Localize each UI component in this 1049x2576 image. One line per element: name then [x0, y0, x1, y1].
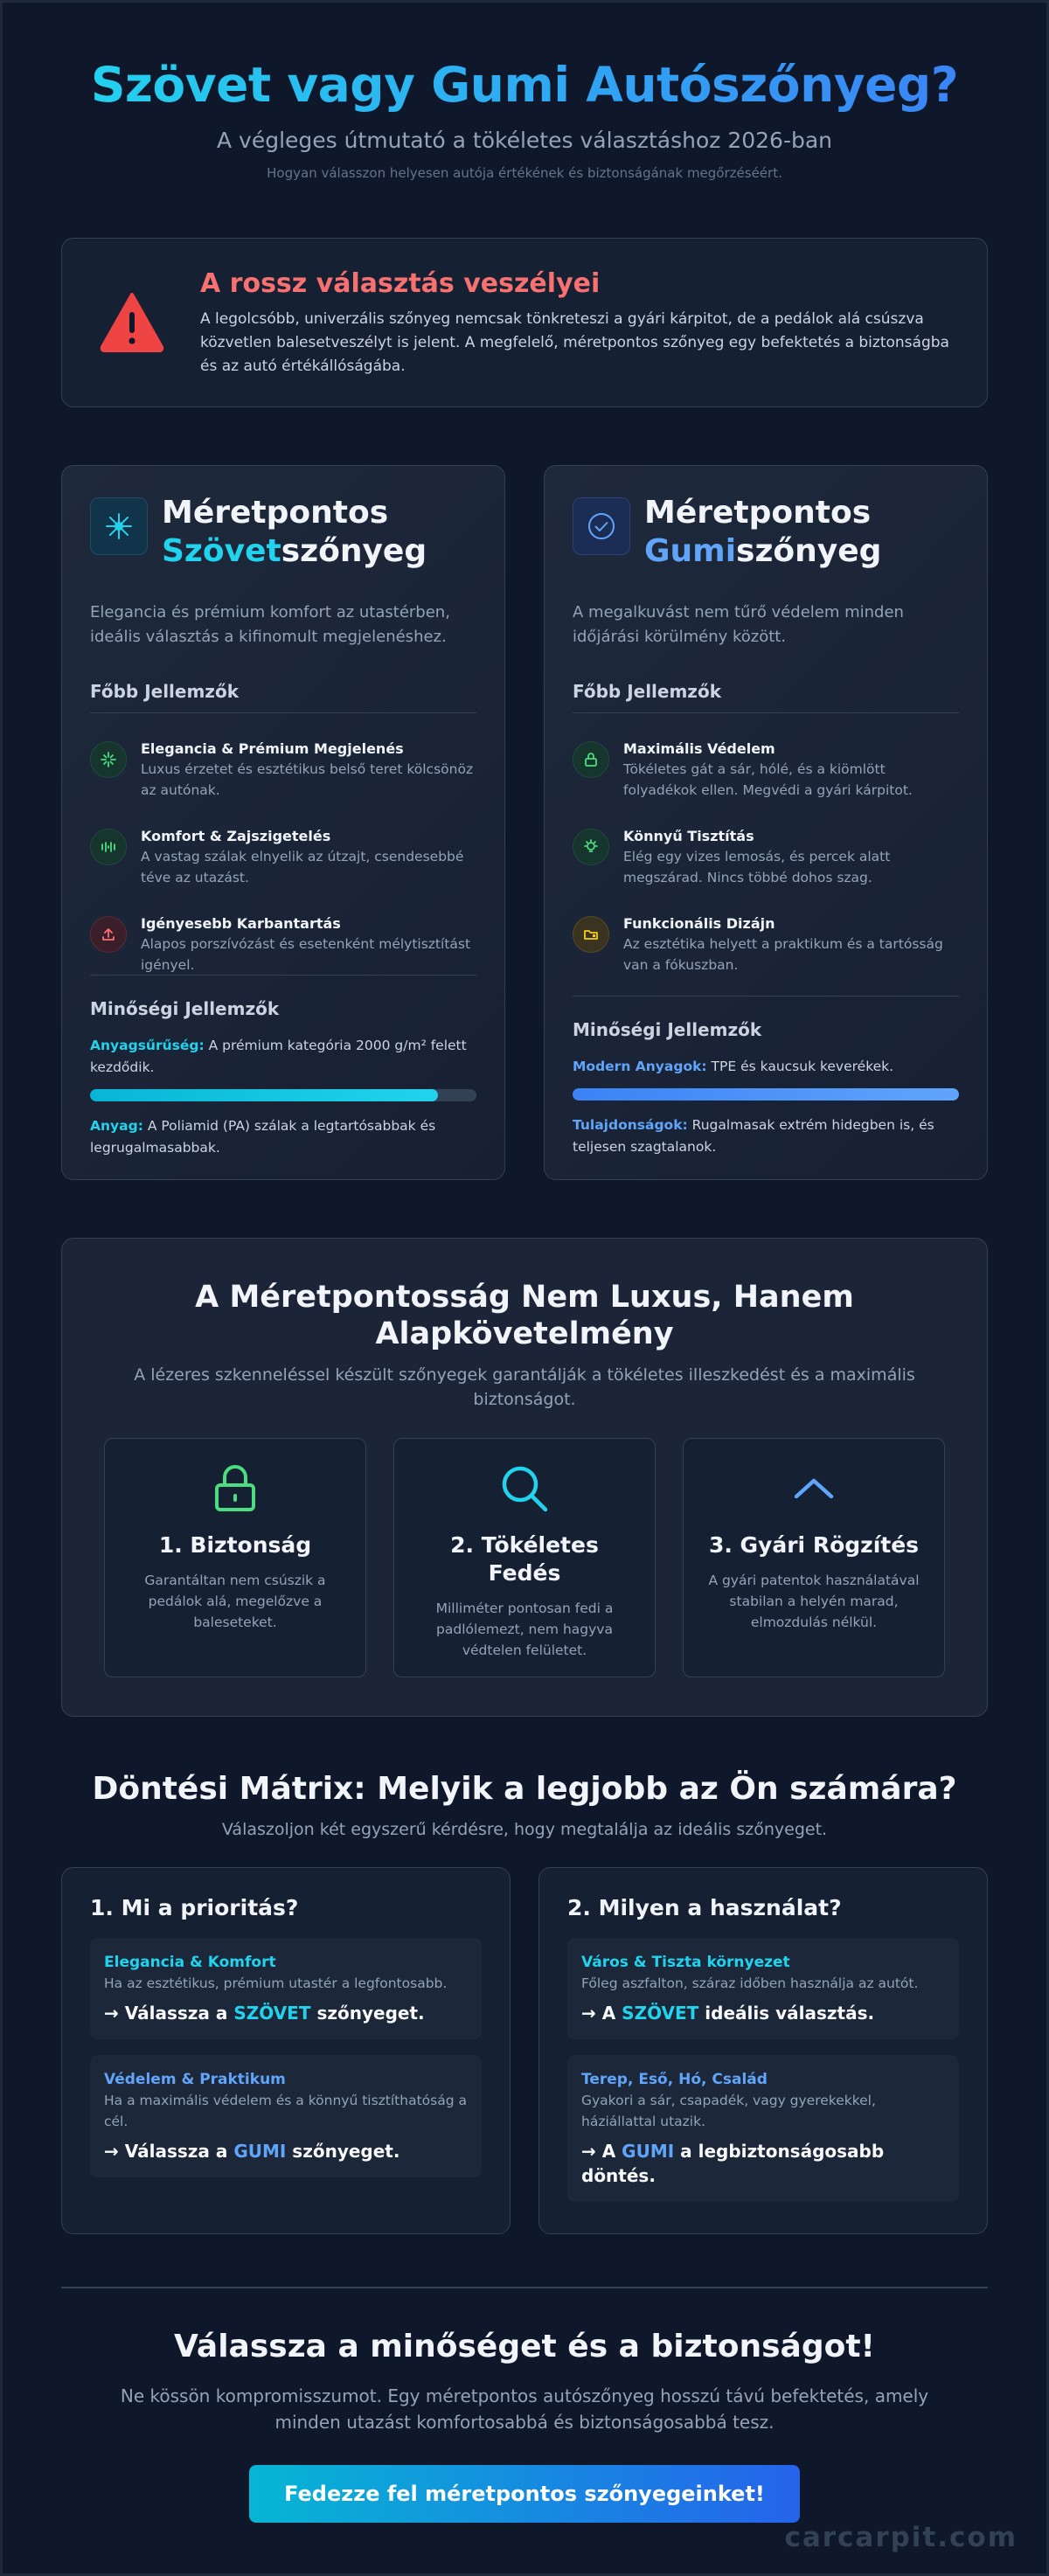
- fit-item-safety: [104, 1438, 366, 1677]
- feature-desc: A vastag szálak elnyelik az útzajt, csendesebbé téve az utazást.: [141, 849, 464, 885]
- fit-item-coverage: [393, 1438, 656, 1677]
- fabric-features-title: Főbb Jellemzők: [90, 681, 476, 713]
- lightbulb-icon: [573, 829, 609, 865]
- fabric-feature-1: [90, 739, 476, 801]
- rubber-feature-3: [573, 914, 959, 976]
- decision-section: [61, 1769, 988, 2234]
- feature-desc: Az esztétika helyett a praktikum és a tartósság van a fókuszban.: [623, 936, 943, 973]
- page-title: Szövet vagy Gumi Autószőnyeg?: [61, 54, 988, 115]
- lock-icon: [573, 741, 609, 778]
- snowflake-icon: [90, 497, 148, 555]
- fabric-title: Méretpontos Szövetszőnyeg: [162, 495, 427, 569]
- fabric-quality: [90, 975, 476, 1159]
- hero: [61, 0, 988, 208]
- check-circle-icon: [573, 497, 630, 555]
- page-tagline: Hogyan válasszon helyesen autója értékének és biztonságának megőrzéséért.: [267, 165, 782, 181]
- fabric-title-highlight: Szövet: [162, 533, 281, 569]
- fabric-quality-title: Minőségi Jellemzők: [90, 998, 280, 1019]
- rubber-quality-title: Minőségi Jellemzők: [573, 1019, 762, 1040]
- fabric-feature-3: [90, 914, 476, 976]
- cta-section: [61, 2288, 988, 2523]
- fit-section: [61, 1238, 988, 1717]
- decision-question: 1. Mi a prioritás?: [90, 1895, 299, 1920]
- fabric-quality-material: Anyag: A Poliamid (PA) szálak a legtartósabbak és legrugalmasabbak.: [90, 1118, 436, 1156]
- fabric-feature-2: [90, 827, 476, 888]
- rubber-description: A megalkuvást nem tűrő védelem minden időjárási körülmény között.: [573, 603, 904, 646]
- rubber-quality-properties: Tulajdonságok: Rugalmasak extrém hidegben is, és teljesen szagtalanok.: [573, 1117, 934, 1155]
- feature-desc: Elég egy vizes lemosás, és percek alatt megszárad. Nincs többé dohos szag.: [623, 849, 891, 885]
- sparkle-icon: [90, 741, 127, 778]
- watermark: carcarpit.com: [784, 2522, 1018, 2553]
- rubber-quality: [573, 996, 959, 1158]
- decision-title: Döntési Mátrix: Melyik a legjobb az Ön számára?: [92, 1771, 957, 1807]
- feature-title: Funkcionális Dizájn: [623, 915, 775, 932]
- fit-item-title: 2. Tökéletes Fedés: [450, 1532, 599, 1586]
- rubber-feature-2: [573, 827, 959, 888]
- fit-item-desc: Garantáltan nem csúszik a pedálok alá, megelőzve a baleseteket.: [144, 1573, 326, 1630]
- feature-desc: Alapos porszívózást és esetenként mélytisztítást igényel.: [141, 936, 471, 973]
- rubber-material-bar: [573, 1088, 959, 1101]
- fit-subtitle: A lézeres szkenneléssel készült szőnyegek garantálják a tökéletes illeszkedést és a maximális biztonságot.: [134, 1365, 915, 1409]
- warning-text: A legolcsóbb, univerzális szőnyeg nemcsak tönkreteszi a gyári kárpitot, de a pedálok alá csúszva közvetlen balesetveszélyt is jelent. A megfelelő, méretpontos szőnyeg egy befektetés a biztonságba és az autó értékállóságába.: [200, 309, 949, 375]
- decision-option: Város & Tiszta környezet Főleg aszfalton, száraz időben használja az autót. → A SZÖVET ideális választás.: [567, 1938, 959, 2039]
- cta-text: Ne kössön kompromisszumot. Egy méretpontos autószőnyeg hosszú távú befektetés, amely minden utazást komfortosabbá és biztonságosabbá tesz.: [120, 2385, 929, 2433]
- warning-box: [61, 238, 988, 407]
- fit-item-desc: Milliméter pontosan fedi a padlólemezt, nem hagyva védtelen felületet.: [435, 1600, 614, 1658]
- rubber-title: Méretpontos Gumiszőnyeg: [644, 495, 882, 569]
- rubber-quality-materials: Modern Anyagok: TPE és kaucsuk keverékek.: [573, 1059, 894, 1074]
- decision-card-priority: [61, 1867, 511, 2234]
- decision-subtitle: Válaszoljon két egyszerű kérdésre, hogy megtalálja az ideális szőnyeget.: [221, 1820, 828, 1839]
- page-subtitle: A végleges útmutató a tökéletes választáshoz 2026-ban: [216, 128, 833, 153]
- decision-option: Védelem & Praktikum Ha a maximális védelem és a könnyű tisztíthatóság a cél. → Válassza a GUMI szőnyeget.: [90, 2055, 482, 2177]
- decision-option: Terep, Eső, Hó, Család Gyakori a sár, csapadék, vagy gyerekekkel, háziállattal utazik. → A GUMI a legbiztonságosabb döntés.: [567, 2055, 959, 2202]
- fit-item-desc: A gyári patentok használatával stabilan a helyén marad, elmozdulás nélkül.: [708, 1573, 920, 1630]
- feature-desc: Luxus érzetet és esztétikus belső teret kölcsönöz az autónak.: [141, 761, 474, 798]
- padlock-icon: [124, 1462, 346, 1516]
- fabric-card: [61, 465, 505, 1180]
- sound-wave-icon: [90, 829, 127, 865]
- fit-title: A Méretpontosság Nem Luxus, Hanem Alapkövetelmény: [195, 1280, 854, 1351]
- warning-title: A rossz választás veszélyei: [200, 267, 601, 299]
- rubber-title-highlight: Gumi: [644, 533, 737, 569]
- feature-title: Igényesebb Karbantartás: [141, 915, 341, 932]
- upload-icon: [90, 916, 127, 953]
- warning-triangle-icon: [99, 289, 165, 356]
- fit-item-mounting: [683, 1438, 945, 1677]
- fabric-density-bar: [90, 1089, 476, 1101]
- chevron-up-icon: [703, 1462, 925, 1516]
- rubber-card: [544, 465, 988, 1180]
- rubber-features-title: Főbb Jellemzők: [573, 681, 959, 713]
- fabric-quality-density: Anyagsűrűség: A prémium kategória 2000 g/m² felett kezdődik.: [90, 1038, 467, 1075]
- folder-icon: [573, 916, 609, 953]
- feature-title: Elegancia & Prémium Megjelenés: [141, 740, 404, 757]
- feature-title: Komfort & Zajszigetelés: [141, 828, 331, 844]
- magnifier-icon: [413, 1462, 636, 1516]
- rubber-feature-1: [573, 739, 959, 801]
- comparison-cards: [61, 465, 988, 1180]
- fit-item-title: 1. Biztonság: [158, 1532, 312, 1558]
- decision-option: Elegancia & Komfort Ha az esztétikus, prémium utastér a legfontosabb. → Válassza a SZÖVET szőnyeget.: [90, 1938, 482, 2039]
- cta-title: Válassza a minőséget és a biztonságot!: [174, 2329, 875, 2364]
- decision-card-usage: [538, 1867, 988, 2234]
- feature-title: Maximális Védelem: [623, 740, 775, 757]
- fit-item-title: 3. Gyári Rögzítés: [708, 1532, 920, 1558]
- decision-question: 2. Milyen a használat?: [567, 1895, 842, 1920]
- feature-desc: Tökéletes gát a sár, hólé, és a kiömlött folyadékok ellen. Megvédi a gyári kárpitot.: [623, 761, 913, 798]
- feature-title: Könnyű Tisztítás: [623, 828, 754, 844]
- fabric-description: Elegancia és prémium komfort az utastérben, ideális választás a kifinomult megjelenéshez.: [90, 603, 450, 646]
- cta-button[interactable]: Fedezze fel méretpontos szőnyegeinket!: [249, 2465, 800, 2523]
